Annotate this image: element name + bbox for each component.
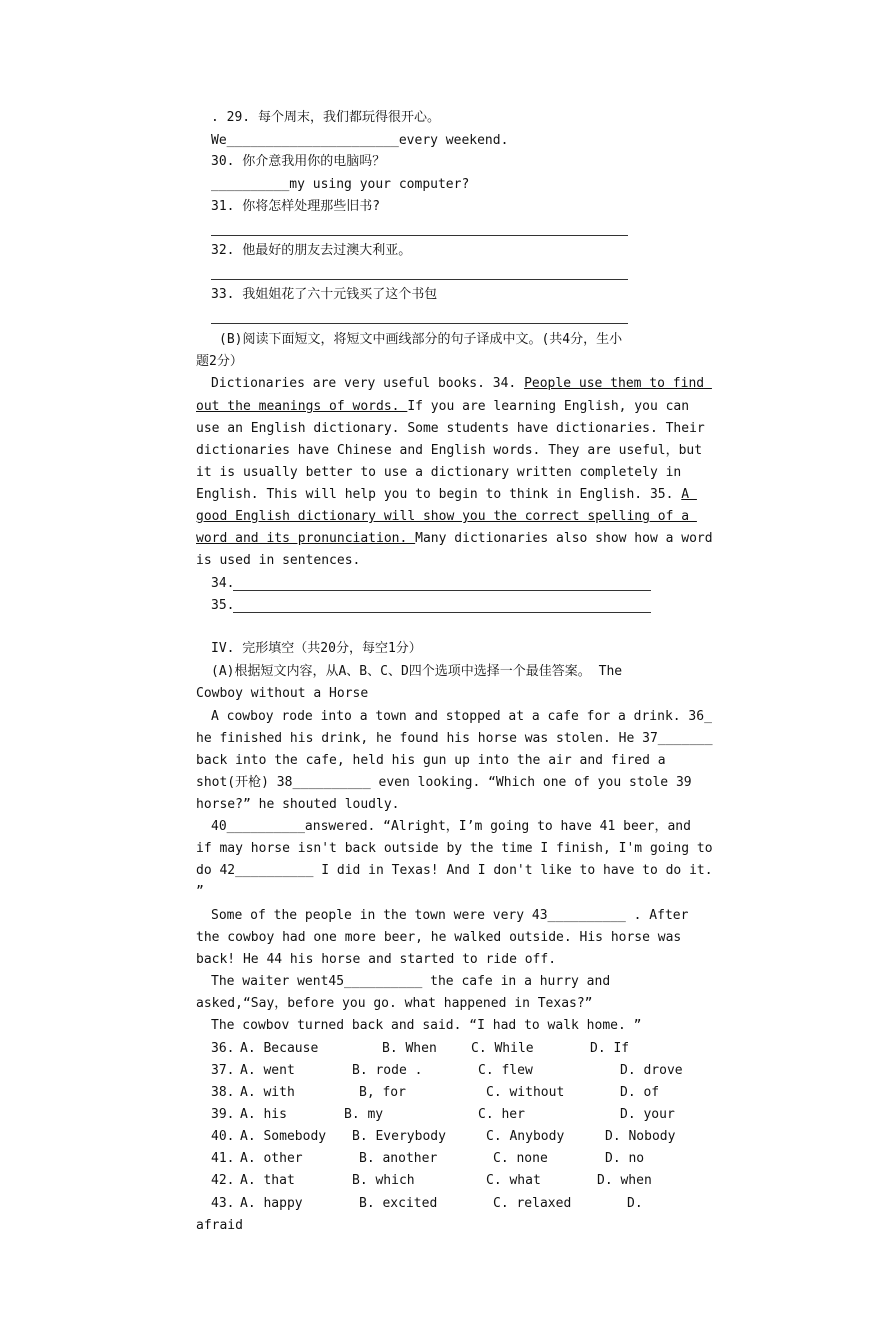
section-b-instruction: (B)阅读下面短文，将短文中画线部分的句子译成中文。(共4分，生小 [219,332,623,347]
answer-34-label: 34. [211,576,235,591]
option-d: D. when [597,1173,652,1188]
cloze-line: asked,“Say，before you go. what happened in Texas?” [196,996,593,1011]
option-c: C. flew [478,1063,533,1078]
option-d: D. Nobody [605,1129,676,1144]
cloze-line: back! He 44 his horse and started to ride off. [196,952,557,967]
passage-line-4: dictionaries have Chinese and English words. They are useful，but [196,443,703,458]
passage-line-3: use an English dictionary. Some students have dictionaries. Their [196,421,705,436]
option-number: 43. [211,1196,235,1211]
cloze-line: shot(开枪) 38__________ even looking. “Which one of you stole 39 [196,775,692,790]
option-b: B. When [382,1041,437,1056]
option-a: A. went [240,1063,295,1078]
option-a: A. Because [240,1041,319,1056]
section-b-instruction-cont: 题2分） [196,354,243,369]
q33-answer-rule [211,323,628,324]
option-d-continued: afraid [196,1218,243,1233]
cloze-line: back into the cafe, held his gun up into the air and fired a [196,753,666,768]
cloze-title: Cowboy without a Horse [196,686,369,701]
q33-prompt: 33. 我姐姐花了六十元钱买了这个书包 [211,287,438,302]
cloze-heading: IV. 完形填空（共20分，每空1分） [211,641,422,656]
option-a: A. with [240,1085,295,1100]
option-d: D. your [620,1107,675,1122]
option-b: B. my [344,1107,384,1122]
option-b: B. excited [359,1196,438,1211]
option-c: C. relaxed [493,1196,572,1211]
option-b: B, for [359,1085,406,1100]
option-a: A. other [240,1151,303,1166]
cloze-line: do 42__________ I did in Texas! And I don't like to have to do it. [196,863,713,878]
underlined-sentence-35: A [681,487,697,502]
option-b: B. Everybody [352,1129,446,1144]
option-d: D. drove [620,1063,683,1078]
option-c: C. none [493,1151,548,1166]
answer-34-rule [233,590,651,591]
option-c: C. Anybody [486,1129,565,1144]
option-number: 39. [211,1107,235,1122]
underlined-sentence-35-cont: good English dictionary will show you the correct spelling of a [196,509,697,524]
option-a: A. Somebody [240,1129,327,1144]
cloze-line: the cowboy had one more beer, he walked outside. His horse was [196,930,682,945]
option-d: D. [627,1196,643,1211]
q31-prompt: 31. 你将怎样处理那些旧书? [211,199,381,214]
option-number: 38. [211,1085,235,1100]
passage-line-9: is used in sentences. [196,553,361,568]
option-c: C. what [486,1173,541,1188]
option-number: 36. [211,1041,235,1056]
q32-prompt: 32. 他最好的朋友去过澳大利亚。 [211,243,412,258]
option-d: D. If [590,1041,630,1056]
q30-prompt: 30. 你介意我用你的电脑吗？ [211,154,386,169]
option-b: B. which [352,1173,415,1188]
option-d: D. of [620,1085,660,1100]
cloze-line: horse?” he shouted loudly. [196,797,400,812]
option-a: A. that [240,1173,295,1188]
cloze-instruction: (A)根据短文内容，从A、B、C、D四个选项中选择一个最佳答案。 The [211,664,623,679]
q29-answer-line: We______________________every weekend. [211,133,509,148]
option-number: 40. [211,1129,235,1144]
q31-answer-rule [211,235,628,236]
option-b: B. another [359,1151,438,1166]
passage-line-8: word and its pronunciation. Many dictionaries also show how a word [196,531,713,546]
cloze-line: ” [196,884,204,899]
passage-line-5: it is usually better to use a dictionary written completely in [196,465,682,480]
cloze-line: if may horse isn't back outside by the time I finish, I'm going to [196,841,713,856]
answer-35-rule [233,612,651,613]
cloze-line: The waiter went45__________ the cafe in a hurry and [211,974,611,989]
answer-35-label: 35. [211,598,235,613]
underlined-sentence-34: People use them to find [524,376,712,391]
passage-line-2: out the meanings of words. If you are learning English, you can [196,399,690,414]
passage-line-1: Dictionaries are very useful books. 34. People use them to find [211,376,712,391]
cloze-line: Some of the people in the town were very 43__________ . After [211,908,689,923]
cloze-line: he finished his drink, he found his horse was stolen. He 37_______ [196,731,713,746]
cloze-line: A cowboy rode into a town and stopped at a cafe for a drink. 36_ [211,709,712,724]
q32-answer-rule [211,279,628,280]
option-c: C. without [486,1085,565,1100]
option-a: A. his [240,1107,287,1122]
passage-line-7 [196,506,697,528]
option-number: 41. [211,1151,235,1166]
underlined-sentence-34-cont: out the meanings of words. [196,399,408,414]
option-number: 42. [211,1173,235,1188]
cloze-line: The cowbov turned back and said. “I had to walk home. ” [211,1018,642,1033]
passage-line-6: English. This will help you to begin to think in English. 35. A [196,487,697,502]
option-number: 37. [211,1063,235,1078]
underlined-sentence-35-end: word and its pronunciation. [196,531,416,546]
q30-answer-line: __________my using your computer? [211,177,470,192]
cloze-line: 40__________answered. “Alright，I’m going to have 41 beer，and [211,819,691,834]
option-c: C. her [478,1107,525,1122]
option-d: D. no [605,1151,645,1166]
q29-prompt: . 29. 每个周末，我们都玩得很开心。 [211,110,440,125]
option-b: B. rode . [352,1063,423,1078]
option-a: A. happy [240,1196,303,1211]
option-c: C. While [471,1041,534,1056]
